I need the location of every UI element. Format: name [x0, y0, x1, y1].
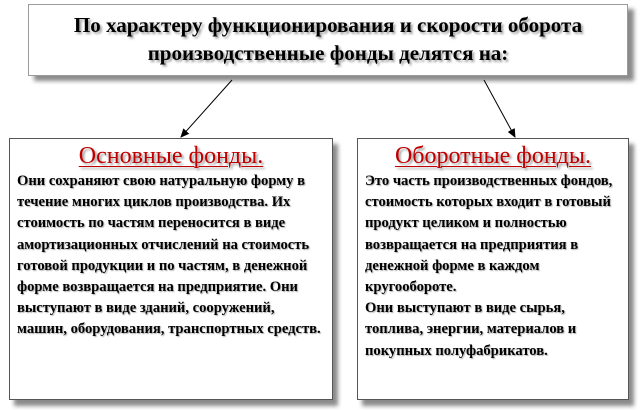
circulating-funds-paragraph-2: Они выступают в виде сырья, топлива, энергии, материалов и покупных полуфабрикатов.	[365, 300, 577, 359]
main-funds-text	[10, 171, 332, 341]
title-line-2: производственные фонды делятся на:	[147, 41, 509, 65]
main-funds-title: Основные фонды.	[78, 143, 264, 169]
circulating-funds-text	[358, 171, 628, 362]
circulating-funds-title: Оборотные фонды.	[394, 143, 592, 169]
circulating-funds-paragraph-1: Это часть производственных фондов, стоимость которых входит в готовый продукт целиком и полностью возвращается на предприятия в денежной форме в каждом кругообороте.	[365, 173, 613, 296]
circulating-funds-panel	[357, 138, 629, 400]
main-funds-paragraph: Они сохраняют свою натуральную форму в течение многих циклов производства. Их стоимость по частям переносится в виде амортизационных отчислений на стоимость готовой продукции и по частям, в денежной форме возвращается на предприятие. Они выступают в виде зданий, сооружений, машин, оборудования, транспортных средств.	[17, 173, 321, 338]
main-funds-panel	[9, 138, 333, 400]
arrow-to-circulating-funds	[484, 80, 515, 137]
title-line-1: По характеру функционирования и скорости оборота	[73, 13, 583, 37]
arrow-to-main-funds	[181, 80, 232, 137]
